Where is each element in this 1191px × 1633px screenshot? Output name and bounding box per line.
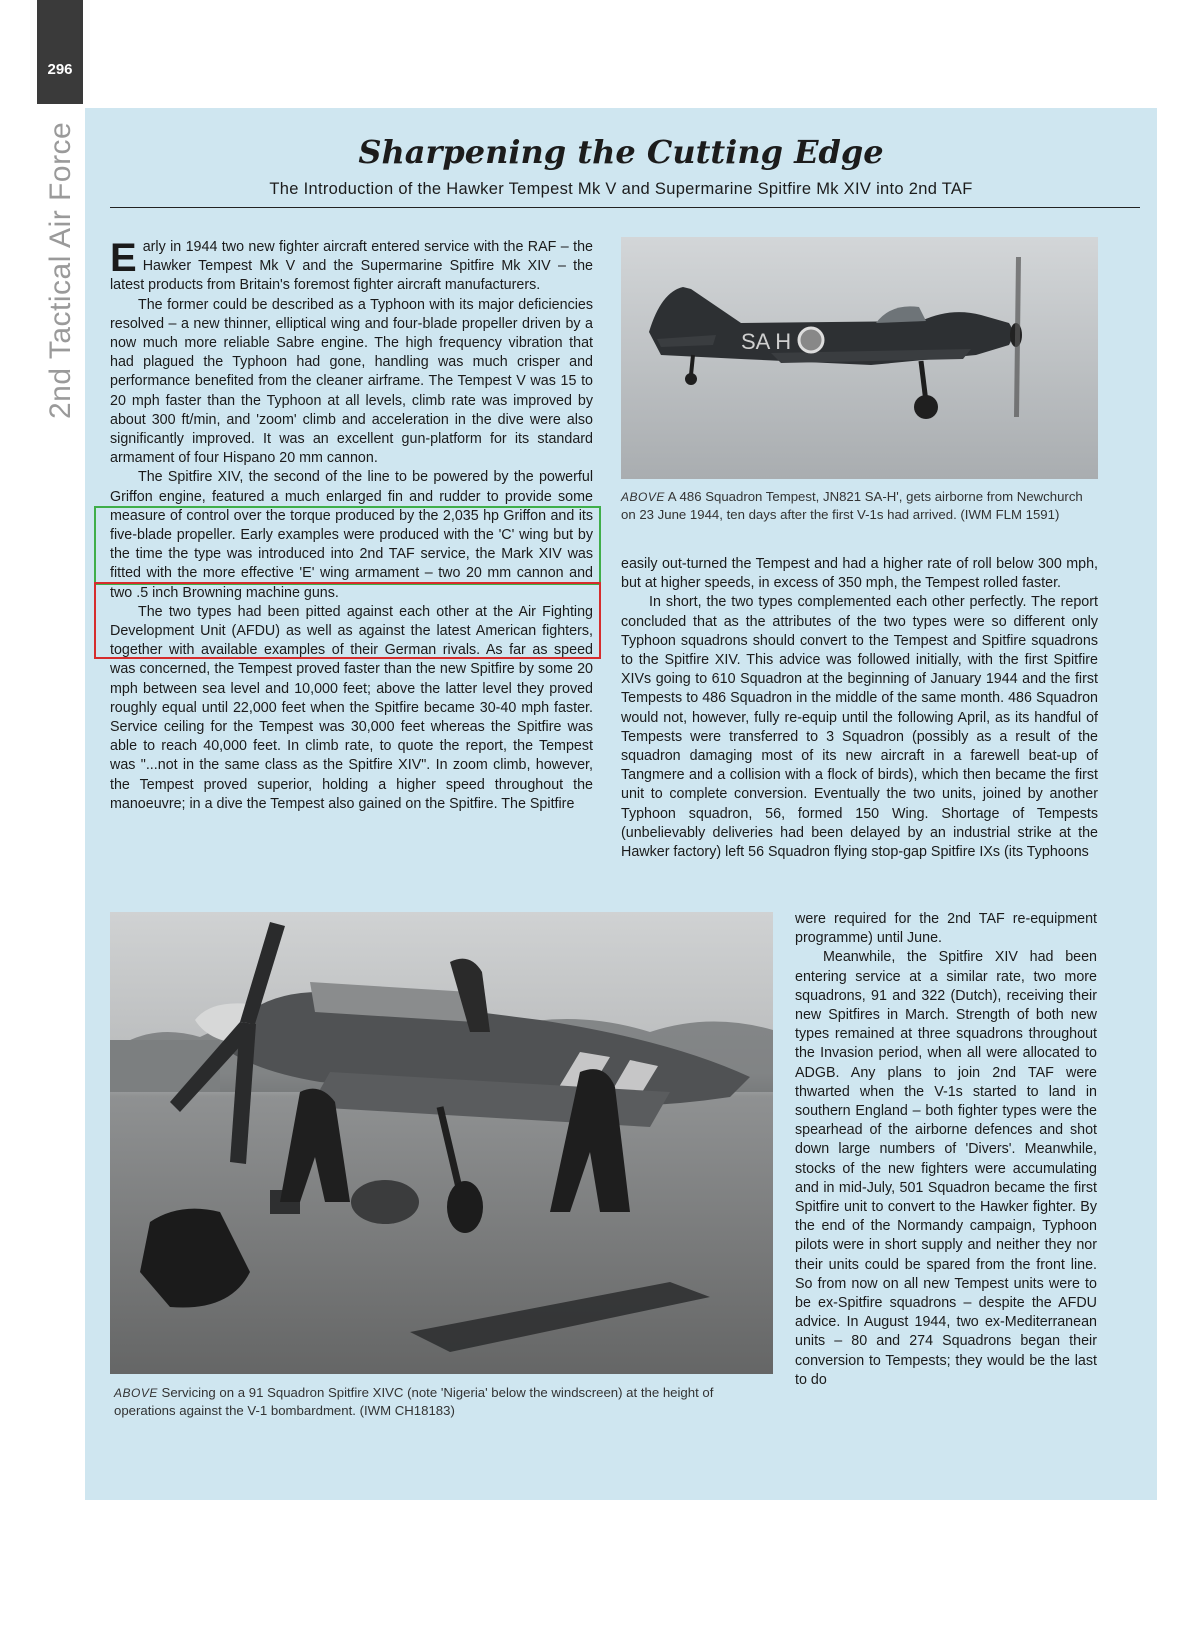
drop-cap: E [110, 236, 137, 280]
photo-tempest [621, 237, 1098, 479]
caption-spitfire: ABOVE Servicing on a 91 Squadron Spitfire XIVC (note 'Nigeria' below the windscreen) at the height of operations against the V-1 bombardment. (IWM CH18183) [114, 1385, 714, 1418]
paragraph-reequipment: were required for the 2nd TAF re-equipment programme) until June. [795, 911, 1097, 947]
spitfire-wing-text: Early examples were produced with the 'C' wing but by the time the type was introduced into 2nd TAF service, the Mark XIV was fitted with the more effective 'E' wing armament – two 20 mm cannon and two .5 inch Browning machine guns. [110, 527, 594, 601]
caption-tempest: ABOVE A 486 Squadron Tempest, JN821 SA-H', gets airborne from Newchurch on 23 June 1944, ten days after the first V-1s had arrived. (IWM FLM 1591) [621, 489, 1083, 522]
highlight-box-red [94, 582, 601, 659]
article-title: Sharpening the Cutting Edge [358, 133, 884, 171]
article-subtitle: The Introduction of the Hawker Tempest Mk V and Supermarine Spitfire Mk XIV into 2nd TAF [269, 180, 973, 198]
page-number: 296 [37, 0, 83, 104]
photo-spitfire-servicing [110, 912, 773, 1374]
paragraph-roll: easily out-turned the Tempest and had a higher rate of roll below 300 mph, but at higher speeds, in excess of 350 mph, the Tempest rolled faster. [621, 556, 1098, 592]
tempest-aircraft-illustration [621, 237, 1098, 479]
spitfire-servicing-illustration [110, 912, 773, 1374]
narrow-column [795, 910, 1097, 1390]
title-rule [110, 207, 1140, 208]
paragraph-afdu: The two types had been pitted against each other at the Air Fighting Development Unit (AFDU) as well as against the latest American fighters, together with available examples of their German rivals. As far as speed was concerned, the Tempest proved faster than the new Spitfire by some 20 mph between sea level and 10,000 feet; above the latter level they proved roughly equal until 22,000 feet when the Spitfire became 30-40 mph faster. Service ceiling for the Tempest was 30,000 feet whereas the Spitfire was able to reach 40,000 feet. In climb rate, to quote the report, the Tempest was "...not in the same class as the Spitfire XIV". In zoom climb, however, the Tempest proved superior, holding a higher speed throughout the manoeuvre; in a dive the Tempest also gained on the Spitfire. The Spitfire [110, 603, 593, 812]
spitfire-griffon-text: The Spitfire XIV, the second of the line to be powered by the powerful Griffon engine, featured a much enlarged fin and rudder to provide some measure of control over the torque produced by the 2,035 hp Griffon and its five-blade propeller. [110, 469, 593, 544]
running-title: 2nd Tactical Air Force [44, 121, 77, 419]
paragraph-report: In short, the two types complemented each other perfectly. The report concluded that as the attributes of the two types were so different only Typhoon squadrons should convert to the Tempest and Spitfire squadrons to the Spitfire XIV. This advice was followed initially, with the first Spitfire XIVs going to 610 Squadron at the beginning of January 1944 and the first Tempests to 486 Squadron in the middle of the same month. 486 Squadron would not, however, fully re-equip until the following April, as its handful of Tempests were transferred to 3 Squadron (possibly as a result of the squadron damaging most of its new aircraft in a farewell beat-up of Tangmere and a collision with a flock of birds), which then became the first unit to complete conversion. Eventually the two units, joined by another Typhoon squadron, 56, formed 150 Wing. Shortage of Tempests (unbelievably deliveries had been delayed by an industrial strike at the Hawker factory) left 56 Squadron flying stop-gap Spitfire IXs (its Typhoons [621, 594, 1098, 861]
paragraph-tempest: The former could be described as a Typhoon with its major deficiencies resolved – a new thinner, elliptical wing and four-blade propeller driven by a now much more reliable Sabre engine. The high frequency vibration that had plagued the Typhoon had gone, handling was much crisper and performance benefited from the cleaner airframe. The Tempest V was 15 to 20 mph faster than the Typhoon at all levels, climb rate was improved by about 300 ft/min, and 'zoom' climb and acceleration in the dive were also significantly improved. It was an excellent gun-platform for its standard armament of four Hispano 20 mm cannon. [110, 296, 593, 467]
right-column [621, 555, 1098, 862]
aircraft-code: SA H [741, 329, 792, 354]
highlight-box-green [94, 506, 601, 585]
paragraph-intro: Early in 1944 two new fighter aircraft entered service with the RAF – the Hawker Tempest Mk V and the Supermarine Spitfire Mk XIV – the latest products from Britain's foremost fighter aircraft manufacturers. [110, 236, 593, 294]
paragraph-meanwhile: Meanwhile, the Spitfire XIV had been entering service at a similar rate, two more squadrons, 91 and 322 (Dutch), receiving their new Spitfires in March. Strength of both new types remained at three squadrons throughout the Invasion period, when all were allocated to ADGB. Any plans to join 2nd TAF were thwarted when the V-1s started to land in southern England – both fighter types were the spearhead of the airborne defences and shot down large numbers of 'Divers'. Meanwhile, stocks of the new fighters were accumulating and in mid-July, 501 Squadron became the first Spitfire unit to convert to the Hawker fighter. By the end of the Normandy campaign, Typhoon pilots were in short supply and neither they nor their units could be spared from the front line. So from now on all new Tempest units were to be ex-Spitfire squadrons – despite the AFDU advice. In August 1944, two ex-Mediterranean units – 80 and 274 Squadrons began their conversion to Tempests; they would be the last to do [795, 949, 1097, 1388]
